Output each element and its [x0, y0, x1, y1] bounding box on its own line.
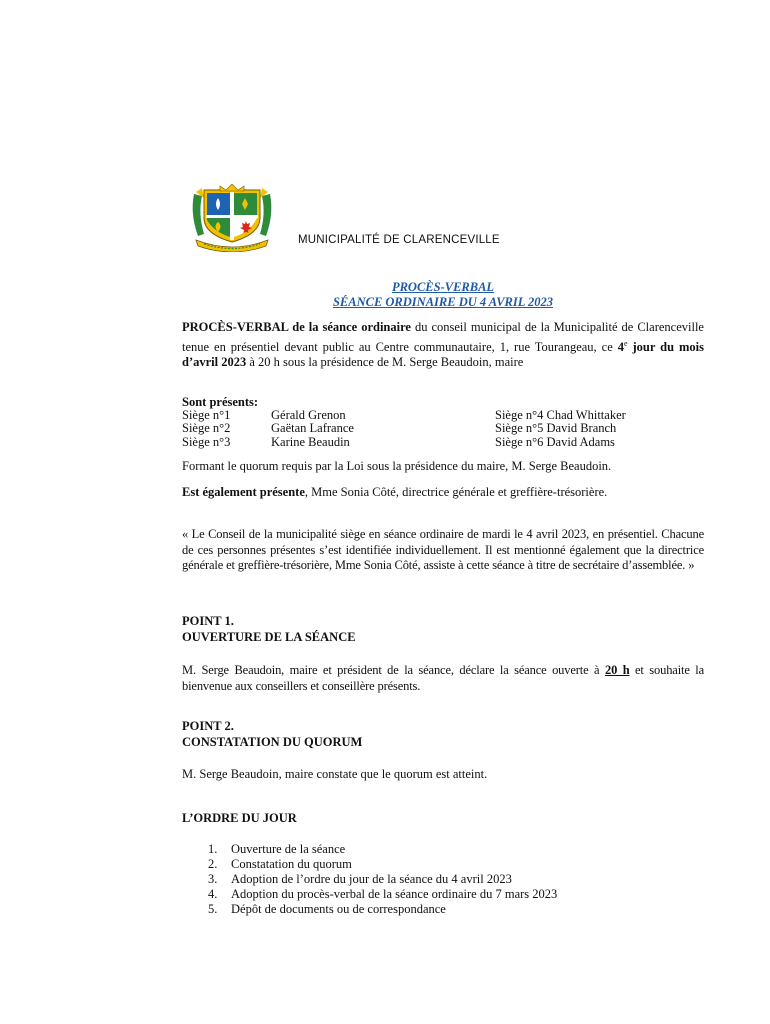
councillor-name: Karine Beaudin: [271, 434, 350, 449]
presents-row: [182, 409, 704, 422]
list-item-number: 4.: [208, 887, 218, 901]
presents-row: [182, 436, 704, 449]
seat-and-councillor: Siège n°5 David Branch: [495, 421, 617, 436]
point-1-heading: OUVERTURE DE LA SÉANCE: [182, 630, 356, 644]
intro-text-1: du conseil municipal de la Municipalité de Clarenceville tenue en présentiel devant public au Centre communautaire, 1, rue Tourangeau, ce: [182, 320, 704, 354]
councillor-name: Gaëtan Lafrance: [271, 421, 354, 436]
document-title: [182, 280, 704, 310]
list-item-text: Ouverture de la séance: [231, 842, 346, 856]
presents-heading: Sont présents:: [182, 395, 259, 409]
seat-and-councillor: Siège n°4 Chad Whittaker: [495, 408, 626, 422]
municipality-name: MUNICIPALITÉ DE CLARENCEVILLE: [298, 234, 500, 246]
also-present-text: , Mme Sonia Côté, directrice générale et greffière-trésorière.: [304, 485, 608, 499]
quorum-statement: Formant le quorum requis par la Loi sous la présidence du maire, M. Serge Beaudoin.: [182, 459, 612, 473]
title-line-2: SÉANCE ORDINAIRE DU 4 AVRIL 2023: [332, 295, 554, 309]
councillor-name: Gérald Grenon: [271, 408, 346, 422]
presents-table: [182, 409, 704, 449]
list-item-text: Constatation du quorum: [231, 857, 352, 871]
seat-label: Siège n°3: [182, 434, 231, 449]
point-2-text: M. Serge Beaudoin, maire constate que le quorum est atteint.: [182, 767, 488, 781]
list-item-text: Adoption du procès-verbal de la séance ordinaire du 7 mars 2023: [231, 887, 558, 901]
seat-label: Siège n°2: [182, 421, 231, 436]
seat-and-councillor: Siège n°6 David Adams: [495, 434, 615, 449]
intro-day-number: 4: [617, 339, 624, 354]
point-2-heading: CONSTATATION DU QUORUM: [182, 735, 363, 749]
point-2-label: POINT 2.: [182, 719, 234, 733]
point-1-text-after: et souhaite la bienvenue aux conseillers et conseillère présents.: [182, 663, 704, 693]
also-present-label: Est également présente: [182, 485, 305, 499]
also-present-statement: [182, 485, 704, 501]
presents-row: [182, 422, 704, 435]
session-quote: « Le Conseil de la municipalité siège en séance ordinaire de mardi le 4 avril 2023, en présentiel. Chacune de ces personnes présentes s’est identifiée individuellement. Il est mentionné également que la directrice générale et greffière-trésorière, Mme Sonia Côté, assiste à cette séance à titre de secrétaire d’assemblée. »: [182, 527, 704, 572]
opening-time: 20 h: [604, 663, 630, 677]
intro-paragraph: [182, 320, 704, 371]
list-item-number: 3.: [208, 872, 218, 886]
list-item-number: 1.: [208, 842, 218, 856]
list-item-text: Adoption de l’ordre du jour de la séance du 4 avril 2023: [231, 872, 512, 886]
agenda-heading: L’ORDRE DU JOUR: [182, 811, 297, 825]
intro-text-2: à 20 h sous la présidence de M. Serge Beaudoin, maire: [246, 355, 524, 370]
municipal-coat-of-arms-logo: [190, 184, 274, 252]
point-1-text: [182, 663, 704, 694]
point-1-text-before: M. Serge Beaudoin, maire et président de la séance, déclare la séance ouverte à: [182, 663, 605, 677]
title-line-1: PROCÈS-VERBAL: [391, 280, 495, 294]
intro-bold-label: PROCÈS-VERBAL de la séance ordinaire: [182, 320, 411, 334]
intro-day-text: jour du mois d’avril 2023: [182, 339, 704, 370]
intro-day-suffix: e: [623, 338, 628, 348]
seat-label: Siège n°1: [182, 408, 231, 422]
point-1-label: POINT 1.: [182, 614, 234, 628]
list-item-number: 5.: [208, 902, 218, 916]
list-item-text: Dépôt de documents ou de correspondance: [231, 902, 446, 916]
list-item-number: 2.: [208, 857, 218, 871]
